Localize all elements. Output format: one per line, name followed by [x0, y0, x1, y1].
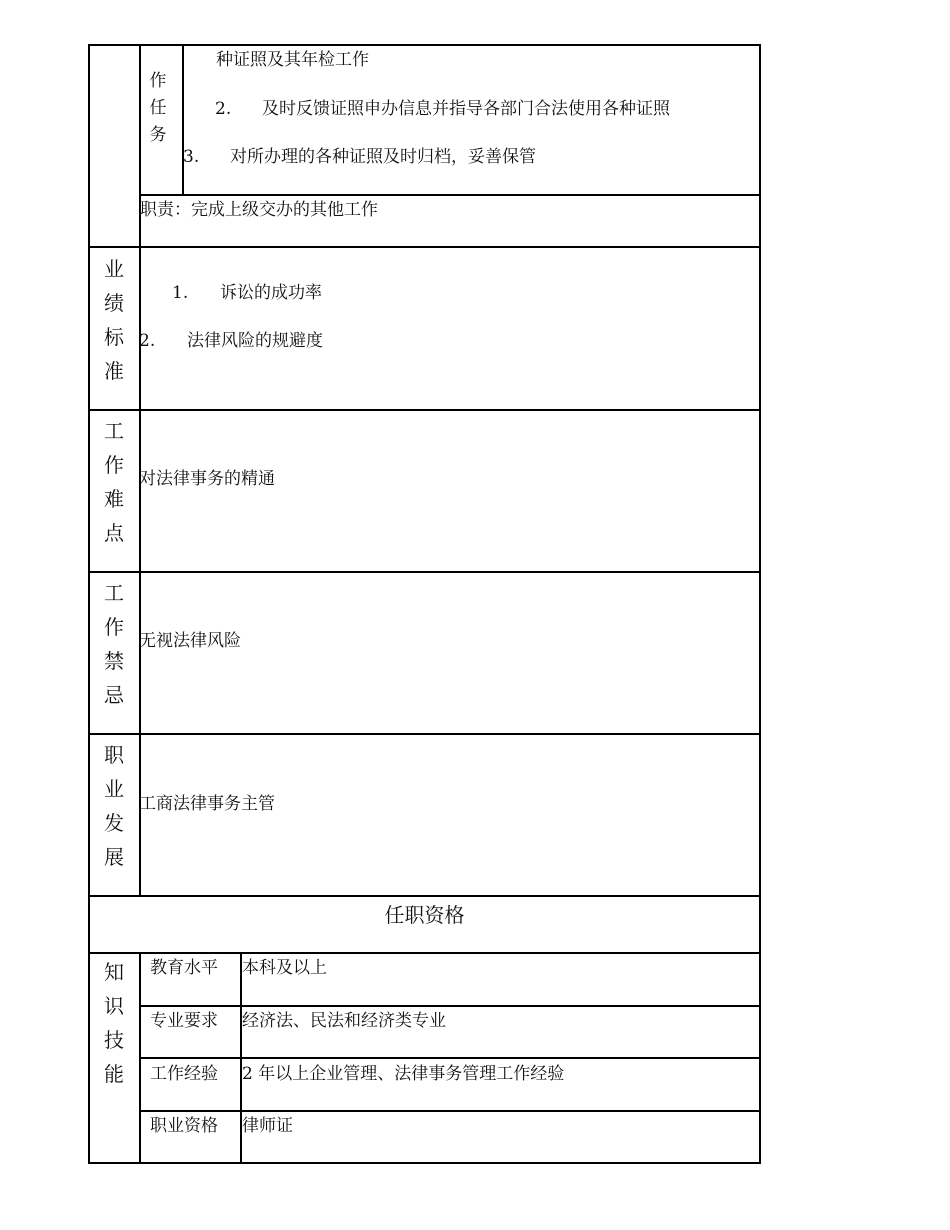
difficulty-text: 对法律事务的精通 [139, 469, 275, 489]
major-value: 经济法、民法和经济类专业 [242, 1011, 446, 1031]
education-value: 本科及以上 [242, 958, 327, 978]
certificate-value: 律师证 [242, 1116, 293, 1136]
duty-item-3 [183, 147, 536, 167]
experience-label: 工作经验 [150, 1064, 218, 1084]
performance-item-2-text: 法律风险的规避度 [187, 331, 323, 351]
duty-item-2 [215, 99, 670, 119]
duty-line-1: 种证照及其年检工作 [216, 50, 369, 70]
knowledge-skills-label: 知 识 技 能 [104, 960, 124, 1086]
difficulty-label: 工 作 难 点 [104, 419, 124, 545]
certificate-label: 职业资格 [150, 1116, 218, 1136]
taboo-label: 工 作 禁 忌 [104, 581, 124, 707]
career-label: 职 业 发 展 [104, 743, 124, 869]
other-duty-text: 职责：完成上级交办的其他工作 [140, 200, 378, 220]
duty-item-2-number: 2. [215, 99, 232, 119]
taboo-text: 无视法律风险 [139, 631, 241, 651]
performance-item-1-text: 诉讼的成功率 [220, 283, 322, 303]
performance-item-2-number: 2. [139, 331, 156, 351]
duties-side-label: 作 任 务 [149, 71, 167, 145]
qualification-title: 任职资格 [384, 903, 465, 927]
performance-label: 业 绩 标 准 [104, 257, 124, 383]
performance-item-1-number: 1. [172, 283, 189, 303]
education-label: 教育水平 [150, 958, 218, 978]
experience-value: 2 年以上企业管理、法律事务管理工作经验 [242, 1064, 565, 1084]
major-label: 专业要求 [150, 1011, 218, 1031]
duty-item-2-text: 及时反馈证照申办信息并指导各部门合法使用各种证照 [262, 99, 670, 119]
performance-item-2 [139, 331, 323, 351]
duty-item-3-number: 3. [183, 147, 200, 167]
performance-item-1 [172, 283, 322, 303]
duty-item-3-text: 对所办理的各种证照及时归档，妥善保管 [230, 147, 536, 167]
career-text: 工商法律事务主管 [139, 794, 275, 814]
